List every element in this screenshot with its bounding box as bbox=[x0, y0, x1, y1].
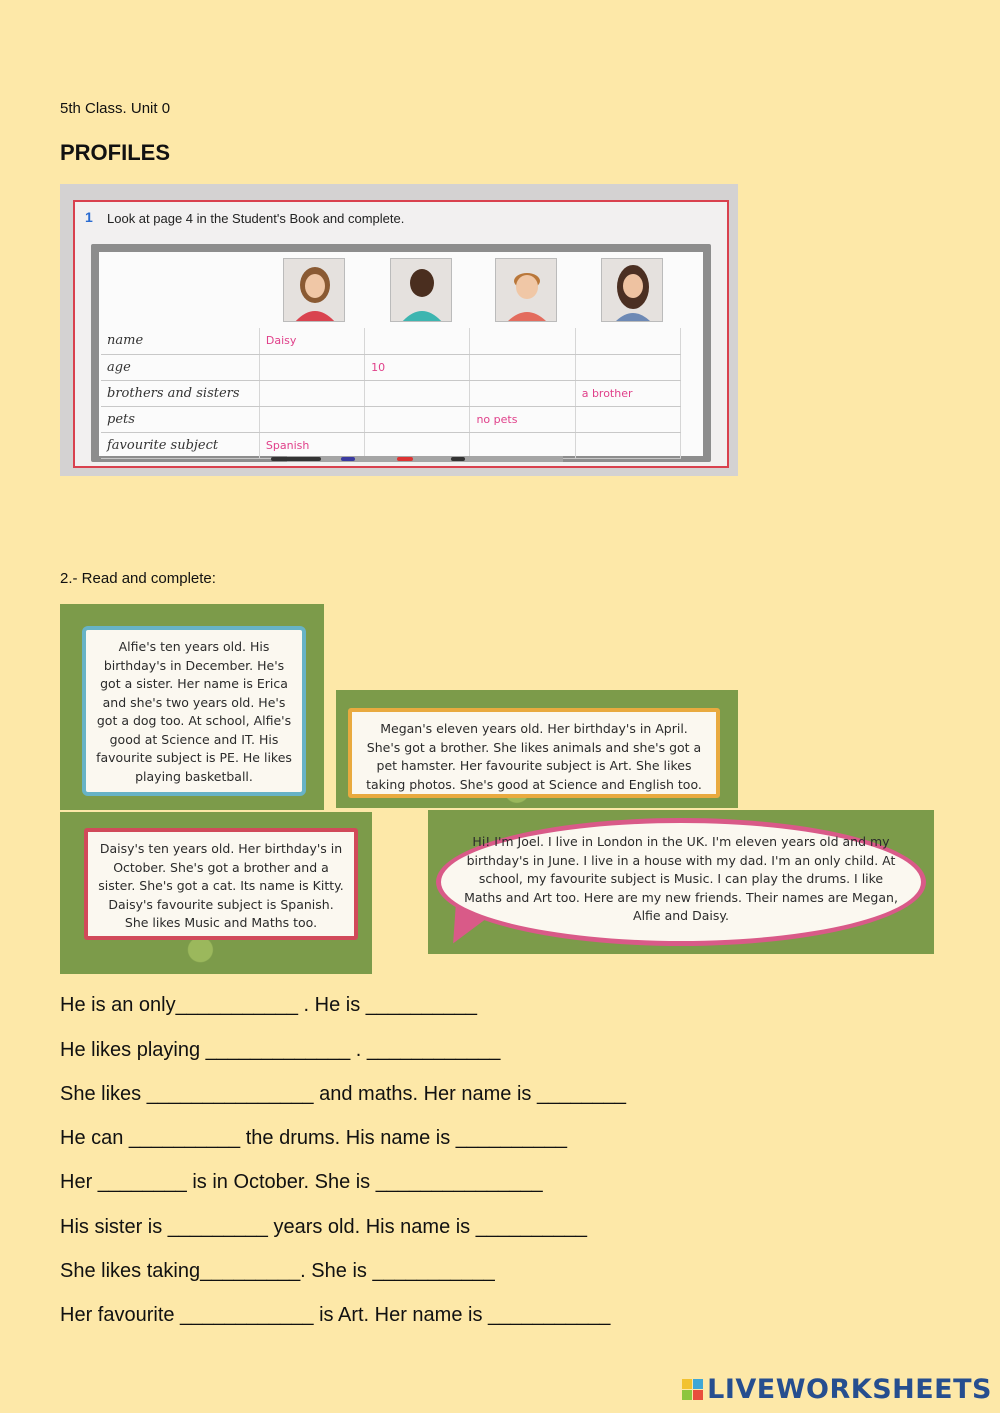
logo-block bbox=[682, 1390, 692, 1400]
megan-profile-text: Megan's eleven years old. Her birthday's in April. She's got a brother. She likes animals and she's got a pet hamster. Her favourite subject is Art. She likes taking photos. She's good at Science and English too. bbox=[348, 708, 720, 798]
logo-text: LIVEWORKSHEETS bbox=[707, 1374, 992, 1405]
profile-cell bbox=[259, 380, 364, 406]
row-label: favourite subject bbox=[101, 432, 259, 458]
profile-cell bbox=[259, 406, 364, 432]
exercise1-instruction: Look at page 4 in the Student's Book and complete. bbox=[107, 211, 405, 226]
exercise1-frame bbox=[73, 200, 729, 468]
boy-portrait-2 bbox=[495, 258, 557, 322]
class-unit-label: 5th Class. Unit 0 bbox=[60, 100, 171, 117]
profile-table-row bbox=[101, 432, 681, 458]
row-label: name bbox=[101, 328, 259, 354]
profile-table bbox=[101, 328, 681, 459]
profile-cell: no pets bbox=[470, 406, 575, 432]
sentence-5: Her ________ is in October. She is _______________ bbox=[60, 1171, 543, 1193]
profile-cell: Spanish bbox=[259, 432, 364, 458]
sentence-3: She likes _______________ and maths. Her name is ________ bbox=[60, 1083, 626, 1105]
whiteboard-surface bbox=[99, 252, 703, 456]
liveworksheets-logo bbox=[682, 1374, 992, 1405]
profile-table-row bbox=[101, 406, 681, 432]
exercise2-heading: 2.- Read and complete: bbox=[60, 570, 216, 587]
exercise1-image bbox=[60, 184, 738, 476]
row-label: brothers and sisters bbox=[101, 380, 259, 406]
profile-cell bbox=[575, 328, 680, 354]
boy-portrait-1 bbox=[390, 258, 452, 322]
profile-table-row bbox=[101, 380, 681, 406]
row-label: age bbox=[101, 354, 259, 380]
alfie-profile-text: Alfie's ten years old. His birthday's in December. He's got a sister. Her name is Erica and she's two years old. He's got a dog too. At school, Alfie's good at Science and IT. His favourite subject is PE. He likes playing basketball. bbox=[82, 626, 306, 796]
whiteboard-tray bbox=[287, 456, 563, 462]
eraser-icon bbox=[451, 457, 465, 461]
profile-cell bbox=[470, 328, 575, 354]
logo-block bbox=[682, 1379, 692, 1389]
profile-cell bbox=[575, 432, 680, 458]
blue-marker-icon bbox=[341, 457, 355, 461]
black-marker-icon bbox=[271, 457, 321, 461]
profile-cell: a brother bbox=[575, 380, 680, 406]
logo-blocks-icon bbox=[682, 1379, 703, 1400]
girl-portrait-1 bbox=[283, 258, 345, 322]
page-title: PROFILES bbox=[60, 140, 171, 165]
profile-cell bbox=[259, 354, 364, 380]
girl-portrait-2 bbox=[601, 258, 663, 322]
profile-cell bbox=[575, 354, 680, 380]
profile-cell: 10 bbox=[365, 354, 470, 380]
exercise1-number: 1 bbox=[85, 209, 93, 225]
logo-block bbox=[693, 1390, 703, 1400]
profile-cell bbox=[470, 432, 575, 458]
profile-cell bbox=[365, 328, 470, 354]
profile-table-row bbox=[101, 328, 681, 354]
whiteboard bbox=[91, 244, 711, 462]
row-label: pets bbox=[101, 406, 259, 432]
profile-cell bbox=[470, 380, 575, 406]
profile-cell bbox=[365, 380, 470, 406]
sentence-8: Her favourite ____________ is Art. Her name is ___________ bbox=[60, 1304, 611, 1326]
profile-table-row bbox=[101, 354, 681, 380]
profile-cell bbox=[365, 406, 470, 432]
logo-block bbox=[693, 1379, 703, 1389]
sentence-7: She likes taking_________. She is ___________ bbox=[60, 1260, 495, 1282]
red-marker-icon bbox=[397, 457, 413, 461]
daisy-profile-text: Daisy's ten years old. Her birthday's in October. She's got a brother and a sister. She's got a cat. Its name is Kitty. Daisy's favourite subject is Spanish. She likes Music and Maths too. bbox=[84, 828, 358, 940]
sentence-2: He likes playing _____________ . ____________ bbox=[60, 1039, 501, 1061]
profile-cell: Daisy bbox=[259, 328, 364, 354]
sentence-6: His sister is _________ years old. His name is __________ bbox=[60, 1216, 587, 1238]
sentence-4: He can __________ the drums. His name is __________ bbox=[60, 1127, 568, 1149]
profile-cell bbox=[470, 354, 575, 380]
sentence-1: He is an only___________ . He is __________ bbox=[60, 994, 477, 1016]
profile-cell bbox=[575, 406, 680, 432]
joel-speech-bubble: Hi! I'm Joel. I live in London in the UK. I'm eleven years old and my birthday's in June. I live in a house with my dad. I'm an only child. At school, my favourite subject is Music. I can play the drums. I like Maths and Art too. Here are my new friends. Their names are Megan, Alfie and Daisy. bbox=[436, 818, 926, 946]
profile-cell bbox=[365, 432, 470, 458]
